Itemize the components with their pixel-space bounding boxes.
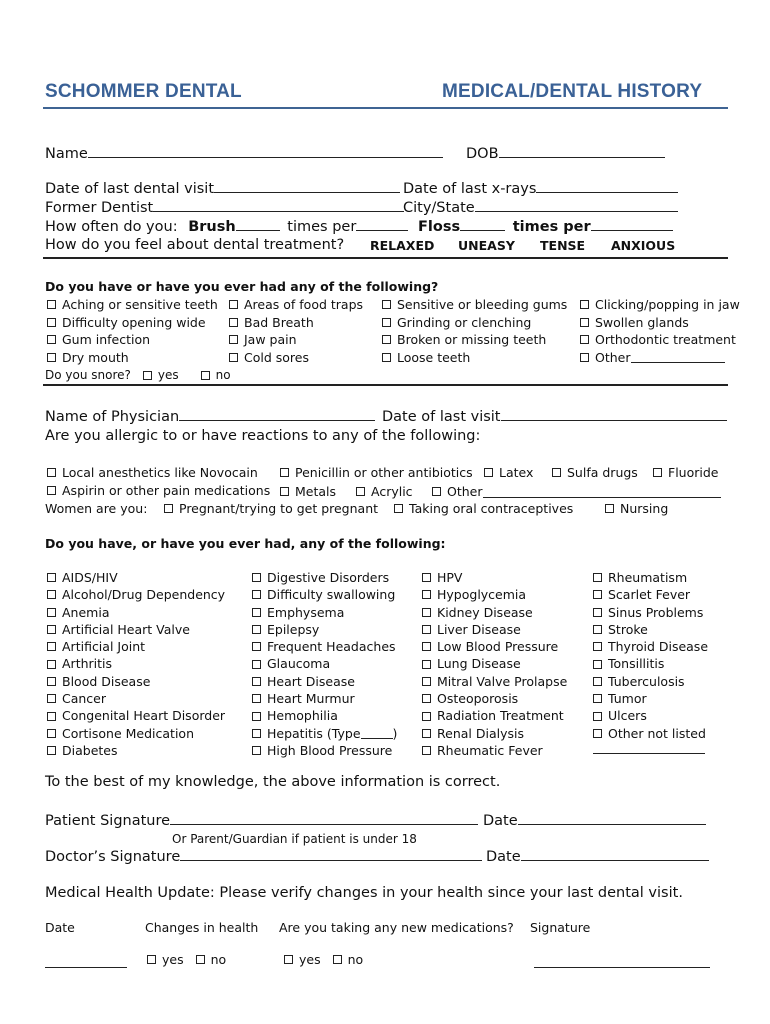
checkbox[interactable] [47, 625, 56, 634]
checkbox[interactable] [47, 677, 56, 686]
patient-date-row [483, 812, 706, 829]
snore-yes-checkbox[interactable] [143, 371, 152, 380]
patient-sig-label: Patient Signature [45, 813, 171, 829]
medical-item[interactable]: Low Blood Pressure [422, 638, 567, 655]
former-dentist-field[interactable] [153, 199, 404, 212]
allergy-item[interactable]: Aspirin or other pain medications [47, 483, 270, 498]
brush-period-field[interactable] [356, 218, 408, 231]
dental-item[interactable]: Loose teeth [382, 349, 567, 367]
allergy-item[interactable]: Fluoride [653, 465, 718, 480]
allergy-item[interactable]: Acrylic [356, 484, 413, 499]
medical-item[interactable]: High Blood Pressure [252, 742, 397, 759]
medical-item[interactable]: Blood Disease [47, 673, 225, 690]
checkbox[interactable] [252, 677, 261, 686]
medical-col-1 [47, 569, 225, 759]
medical-item[interactable]: Thyroid Disease [593, 638, 708, 655]
dental-item[interactable]: Bad Breath [229, 314, 363, 332]
women-option[interactable]: Pregnant/trying to get pregnant [164, 501, 378, 516]
brush-field[interactable] [236, 218, 280, 231]
snore-label: Do you snore? [45, 368, 131, 382]
checkbox[interactable] [422, 746, 431, 755]
patient-date-field[interactable] [518, 812, 706, 825]
dental-item[interactable]: Cold sores [229, 349, 363, 367]
name-row [45, 145, 443, 162]
checkbox[interactable] [47, 660, 56, 669]
dental-item[interactable]: Other [580, 349, 740, 367]
checkbox[interactable] [47, 608, 56, 617]
dental-col-4 [580, 296, 740, 366]
feel-tense[interactable]: TENSE [540, 238, 586, 253]
checkbox[interactable] [422, 642, 431, 651]
medical-item[interactable]: Alcohol/Drug Dependency [47, 586, 225, 603]
medical-heading: Do you have, or have you ever had, any of the following: [45, 536, 446, 551]
snore-yes-label: yes [157, 368, 179, 382]
former-dentist-row [45, 199, 404, 216]
allergy-item[interactable]: Other [432, 484, 721, 499]
last-visit-label: Date of last dental visit [45, 181, 215, 197]
checkbox[interactable] [47, 300, 56, 309]
checkbox[interactable] [593, 694, 602, 703]
medical-item[interactable]: Lung Disease [422, 655, 567, 672]
checkbox[interactable] [382, 300, 391, 309]
update-signature-row [534, 953, 710, 972]
women-label: Women are you: [45, 501, 148, 516]
other-condition-blank[interactable] [593, 742, 708, 754]
medical-item[interactable]: Scarlet Fever [593, 586, 708, 603]
update-col-meds: Are you taking any new medications? [279, 920, 514, 935]
patient-sig-row [45, 812, 478, 829]
medical-item[interactable]: Mitral Valve Prolapse [422, 673, 567, 690]
checkbox[interactable] [252, 573, 261, 582]
medical-item[interactable]: Hemophilia [252, 707, 397, 724]
checkbox[interactable] [356, 487, 365, 496]
medical-item[interactable]: Anemia [47, 604, 225, 621]
last-xray-field[interactable] [536, 180, 678, 193]
medical-item[interactable]: Renal Dialysis [422, 725, 567, 742]
doctor-sig-field[interactable] [180, 848, 482, 861]
patient-date-label: Date [483, 813, 518, 829]
medical-col-3 [422, 569, 567, 759]
checkbox[interactable] [580, 335, 589, 344]
dental-heading: Do you have or have you ever had any of the following? [45, 279, 439, 294]
checkbox[interactable] [229, 353, 238, 362]
medical-item[interactable]: Cancer [47, 690, 225, 707]
checkbox[interactable] [47, 318, 56, 327]
update-signature-field[interactable] [534, 956, 710, 968]
checkbox[interactable] [280, 468, 289, 477]
checkbox[interactable] [47, 642, 56, 651]
physician-label: Name of Physician [45, 409, 180, 425]
doctor-date-row [486, 848, 709, 865]
checkbox[interactable] [484, 468, 493, 477]
checkbox[interactable] [593, 712, 602, 721]
brush-label: Brush [188, 219, 236, 235]
checkbox[interactable] [593, 677, 602, 686]
checkbox[interactable] [229, 300, 238, 309]
snore-no-label: no [215, 368, 231, 382]
medical-item[interactable]: Frequent Headaches [252, 638, 397, 655]
medical-item[interactable]: Rheumatic Fever [422, 742, 567, 759]
checkbox[interactable] [422, 712, 431, 721]
checkbox[interactable] [580, 300, 589, 309]
checkbox[interactable] [580, 353, 589, 362]
meds-no-checkbox[interactable] [333, 955, 342, 964]
dental-item[interactable]: Aching or sensitive teeth [47, 296, 218, 314]
floss-label: Floss [418, 219, 461, 235]
floss-period-field[interactable] [591, 218, 673, 231]
how-often-row [45, 218, 408, 235]
checkbox[interactable] [252, 608, 261, 617]
guardian-note: Or Parent/Guardian if patient is under 18 [172, 832, 417, 846]
medical-item[interactable]: Artificial Joint [47, 638, 225, 655]
update-heading: Medical Health Update: Please verify changes in your health since your last dental visit. [45, 885, 683, 901]
allergy-item[interactable]: Metals [280, 484, 336, 499]
checkbox[interactable] [252, 694, 261, 703]
name-field[interactable] [88, 145, 443, 158]
form-title: MEDICAL/DENTAL HISTORY [442, 81, 703, 102]
physician-visit-label: Date of last visit [382, 409, 501, 425]
checkbox[interactable] [280, 487, 289, 496]
checkbox[interactable] [593, 642, 602, 651]
changes-yes-checkbox[interactable] [147, 955, 156, 964]
checkbox[interactable] [593, 590, 602, 599]
last-visit-row [45, 180, 400, 197]
women-option[interactable]: Taking oral contraceptives [394, 501, 573, 516]
other-allergy-field[interactable] [483, 486, 721, 498]
checkbox[interactable] [164, 504, 173, 513]
medical-item[interactable]: Liver Disease [422, 621, 567, 638]
how-often-label: How often do you: [45, 219, 178, 235]
checkbox[interactable] [382, 318, 391, 327]
medical-item[interactable]: AIDS/HIV [47, 569, 225, 586]
feel-relaxed[interactable]: RELAXED [370, 238, 435, 253]
meds-options [284, 952, 363, 967]
medical-item[interactable]: Heart Disease [252, 673, 397, 690]
medical-item[interactable]: Hypoglycemia [422, 586, 567, 603]
checkbox[interactable] [422, 660, 431, 669]
checkbox[interactable] [593, 729, 602, 738]
dental-col-2 [229, 296, 363, 366]
checkbox[interactable] [422, 573, 431, 582]
women-option[interactable]: Nursing [605, 501, 668, 516]
checkbox[interactable] [47, 694, 56, 703]
dental-item[interactable]: Gum infection [47, 331, 218, 349]
last-xray-label: Date of last x-rays [403, 181, 537, 197]
dob-label: DOB [466, 146, 499, 162]
checkbox[interactable] [252, 712, 261, 721]
dental-item[interactable]: Areas of food traps [229, 296, 363, 314]
medical-item[interactable]: Congenital Heart Disorder [47, 707, 225, 724]
checkbox[interactable] [252, 590, 261, 599]
checkbox[interactable] [47, 729, 56, 738]
city-state-row [403, 199, 678, 216]
other-dental-field[interactable] [631, 351, 725, 363]
checkbox[interactable] [422, 694, 431, 703]
checkbox[interactable] [47, 468, 56, 477]
floss-field[interactable] [460, 218, 505, 231]
checkbox[interactable] [593, 608, 602, 617]
checkbox[interactable] [252, 625, 261, 634]
close-paren: ) [392, 725, 398, 741]
checkbox[interactable] [252, 660, 261, 669]
medical-col-4 [593, 569, 708, 754]
checkbox[interactable] [229, 318, 238, 327]
medical-item[interactable]: Sinus Problems [593, 604, 708, 621]
changes-no-label: no [210, 952, 227, 967]
doctor-date-field[interactable] [521, 848, 709, 861]
dental-item[interactable]: Jaw pain [229, 331, 363, 349]
medical-item[interactable]: Kidney Disease [422, 604, 567, 621]
allergy-item[interactable]: Sulfa drugs [552, 465, 638, 480]
doctor-date-label: Date [486, 849, 521, 865]
physician-visit-row [382, 408, 727, 425]
checkbox[interactable] [422, 625, 431, 634]
section-divider-2 [43, 384, 728, 386]
checkbox[interactable] [432, 487, 441, 496]
changes-yes-label: yes [162, 952, 184, 967]
last-visit-field[interactable] [214, 180, 400, 193]
checkbox[interactable] [252, 642, 261, 651]
allergy-item[interactable]: Latex [484, 465, 533, 480]
medical-item[interactable]: Tonsillitis [593, 655, 708, 672]
header-divider [43, 107, 728, 109]
section-divider-1 [43, 257, 728, 259]
feel-question: How do you feel about dental treatment? [45, 237, 345, 253]
checkbox[interactable] [229, 335, 238, 344]
feel-anxious[interactable]: ANXIOUS [611, 238, 676, 253]
medical-item[interactable]: Cortisone Medication [47, 725, 225, 742]
feel-uneasy[interactable]: UNEASY [458, 238, 515, 253]
dental-item[interactable]: Sensitive or bleeding gums [382, 296, 567, 314]
dental-item[interactable]: Orthodontic treatment [580, 331, 740, 349]
dental-item[interactable]: Difficulty opening wide [47, 314, 218, 332]
checkbox[interactable] [47, 335, 56, 344]
checkbox[interactable] [605, 504, 614, 513]
doctor-sig-label: Doctor’s Signature [45, 849, 181, 865]
former-dentist-label: Former Dentist [45, 200, 154, 216]
checkbox[interactable] [382, 335, 391, 344]
medical-item[interactable]: Tumor [593, 690, 708, 707]
medical-item[interactable]: Glaucoma [252, 655, 397, 672]
checkbox[interactable] [47, 590, 56, 599]
checkbox[interactable] [422, 590, 431, 599]
meds-yes-label: yes [299, 952, 321, 967]
checkbox[interactable] [252, 729, 261, 738]
update-date-row [45, 953, 127, 972]
times-per-label-2: times per [512, 219, 591, 235]
update-date-field[interactable] [45, 956, 127, 968]
medical-item[interactable]: Stroke [593, 621, 708, 638]
doctor-sig-row [45, 848, 482, 865]
update-col-signature: Signature [530, 920, 591, 935]
medical-item[interactable]: Difficulty swallowing [252, 586, 397, 603]
allergy-item[interactable]: Penicillin or other antibiotics [280, 465, 473, 480]
medical-item[interactable]: Artificial Heart Valve [47, 621, 225, 638]
dental-item[interactable]: Dry mouth [47, 349, 218, 367]
medical-item[interactable]: Heart Murmur [252, 690, 397, 707]
changes-options [147, 952, 226, 967]
medical-col-2 [252, 569, 397, 759]
checkbox[interactable] [552, 468, 561, 477]
checkbox[interactable] [47, 486, 56, 495]
medical-item[interactable]: Hepatitis (Type ) [252, 725, 397, 742]
dental-item[interactable]: Broken or missing teeth [382, 331, 567, 349]
medical-item[interactable]: Rheumatism [593, 569, 708, 586]
last-xray-row [403, 180, 678, 197]
dental-col-1 [47, 296, 218, 366]
update-col-changes: Changes in health [145, 920, 259, 935]
medical-item[interactable]: Ulcers [593, 707, 708, 724]
checkbox[interactable] [382, 353, 391, 362]
checkbox[interactable] [252, 746, 261, 755]
city-state-label: City/State [403, 200, 475, 216]
checkbox[interactable] [47, 712, 56, 721]
meds-yes-checkbox[interactable] [284, 955, 293, 964]
meds-no-label: no [347, 952, 364, 967]
name-label: Name [45, 146, 88, 162]
update-col-date: Date [45, 920, 75, 935]
medical-item[interactable]: Tuberculosis [593, 673, 708, 690]
checkbox[interactable] [422, 608, 431, 617]
medical-item[interactable]: Radiation Treatment [422, 707, 567, 724]
checkbox[interactable] [47, 353, 56, 362]
medical-item[interactable]: Osteoporosis [422, 690, 567, 707]
medical-item[interactable]: Diabetes [47, 742, 225, 759]
snore-no-checkbox[interactable] [201, 371, 210, 380]
medical-item[interactable]: HPV [422, 569, 567, 586]
checkbox[interactable] [580, 318, 589, 327]
medical-item[interactable]: Other not listed [593, 725, 708, 742]
practice-name: SCHOMMER DENTAL [45, 81, 242, 102]
checkbox[interactable] [47, 573, 56, 582]
checkbox[interactable] [422, 677, 431, 686]
times-per-label-1: times per [287, 219, 357, 235]
other-condition-field[interactable] [593, 742, 705, 754]
medical-item[interactable]: Epilepsy [252, 621, 397, 638]
hepatitis-type-field[interactable] [361, 727, 393, 739]
physician-visit-field[interactable] [501, 408, 727, 421]
dental-item[interactable]: Swollen glands [580, 314, 740, 332]
checkbox[interactable] [47, 746, 56, 755]
checkbox[interactable] [593, 625, 602, 634]
floss-row [418, 218, 673, 235]
medical-item[interactable]: Emphysema [252, 604, 397, 621]
checkbox[interactable] [394, 504, 403, 513]
physician-row [45, 408, 375, 425]
dental-item[interactable]: Clicking/popping in jaw [580, 296, 740, 314]
medical-item[interactable]: Digestive Disorders [252, 569, 397, 586]
checkbox[interactable] [422, 729, 431, 738]
dental-col-3 [382, 296, 567, 366]
physician-field[interactable] [179, 408, 375, 421]
dob-row [466, 145, 665, 162]
allergy-question: Are you allergic to or have reactions to any of the following: [45, 428, 481, 444]
patient-sig-field[interactable] [170, 812, 478, 825]
allergy-item[interactable]: Local anesthetics like Novocain [47, 465, 258, 480]
city-state-field[interactable] [475, 199, 678, 212]
dental-item[interactable]: Grinding or clenching [382, 314, 567, 332]
dob-field[interactable] [499, 145, 665, 158]
checkbox[interactable] [593, 573, 602, 582]
snore-row [45, 368, 231, 382]
checkbox[interactable] [593, 660, 602, 669]
medical-item[interactable]: Arthritis [47, 655, 225, 672]
attest-statement: To the best of my knowledge, the above information is correct. [45, 774, 501, 790]
checkbox[interactable] [653, 468, 662, 477]
changes-no-checkbox[interactable] [196, 955, 205, 964]
